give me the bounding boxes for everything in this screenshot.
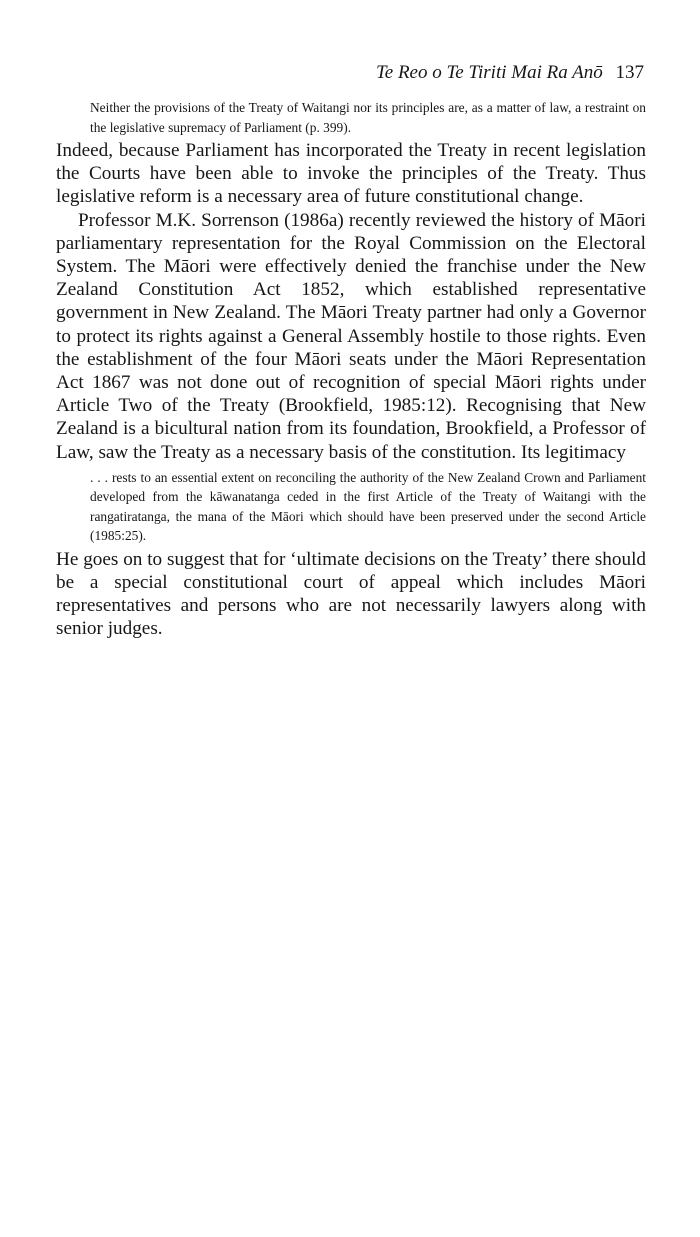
running-title: Te Reo o Te Tiriti Mai Ra Anō	[375, 62, 603, 83]
body-text	[56, 98, 646, 641]
paragraph-1: Indeed, because Parliament has incorporated the Treaty in recent legislation the Courts have been able to invoke the principles of the Treaty. Thus legislative reform is a necessary area of future constitutional change.	[56, 140, 646, 208]
paragraph-3: He goes on to suggest that for ‘ultimate decisions on the Treaty’ there should be a special constitutional court of appeal which includes Māori representatives and persons who are not necessarily lawyers along with senior judges.	[56, 548, 646, 640]
paragraph-2: Professor M.K. Sorrenson (1986a) recently reviewed the history of Māori parliamentary representation for the Royal Commission on the Electoral System. The Māori were effectively denied the franchise under the New Zealand Constitution Act 1852, which established representative government in New Zealand. The Māori Treaty partner had only a Governor to protect its rights against a General Assembly hostile to those rights. Even the establishment of the four Māori seats under the Māori Representation Act 1867 was not done out of recognition of special Māori rights under Article Two of the Treaty (Brookfield, 1985:12). Recognising that New Zealand is a bicultural nation from its foundation, Brookfield, a Professor of Law, saw the Treaty as a necessary basis of the constitution. Its legitimacy	[56, 209, 646, 463]
page-number: 137	[615, 62, 644, 83]
block-quote-1: Neither the provisions of the Treaty of Waitangi nor its principles are, as a matter of law, a restraint on the legislative supremacy of Parliament (p. 399).	[90, 100, 646, 135]
running-head	[376, 61, 644, 85]
block-quote-2: . . . rests to an essential extent on reconciling the authority of the New Zealand Crown and Parliament developed from the kāwanatanga ceded in the first Article of the Treaty of Waitangi with the rangatiratanga, the mana of the Māori which should have been preserved under the second Article (1985:25).	[90, 469, 646, 544]
